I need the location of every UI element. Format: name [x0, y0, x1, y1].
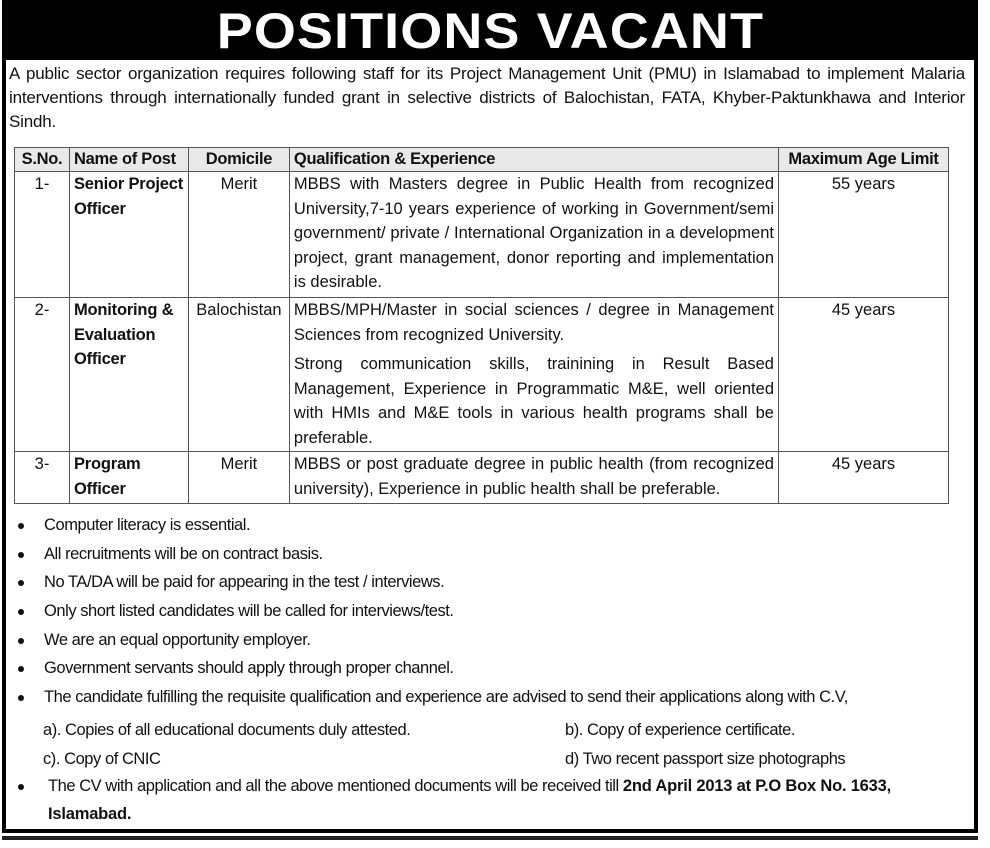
bullet-icon: [18, 666, 24, 672]
documents-row: [43, 745, 943, 774]
cell-sno: 3-: [15, 452, 70, 504]
deadline-date-address: 2nd April 2013 at P.O Box No. 1633,: [622, 777, 892, 795]
header-band: [6, 0, 974, 60]
cell-post: Program Officer: [69, 452, 188, 504]
cell-qualification: [289, 172, 778, 298]
list-item: [16, 654, 966, 683]
cell-age: 45 years: [779, 298, 949, 452]
column-header-domicile: Domicile: [188, 148, 289, 172]
column-header-post: Name of Post: [69, 148, 188, 172]
qualification-text: MBBS or post graduate degree in public health (from recognized university), Experience in public health shall be preferable.: [293, 455, 774, 498]
bullet-icon: [18, 609, 24, 615]
positions-table: [14, 147, 949, 504]
list-item: [16, 683, 966, 712]
column-header-sno: S.No.: [15, 148, 70, 172]
bullet-icon: [18, 784, 24, 790]
list-item: [16, 511, 966, 540]
deadline-line: [16, 800, 966, 828]
cell-post: Monitoring & Evaluation Officer: [69, 298, 188, 452]
page-title: POSITIONS VACANT: [216, 3, 764, 59]
cell-domicile: Merit: [188, 172, 289, 298]
note-text: Only short listed candidates will be called for interviews/test.: [44, 602, 454, 621]
document-item: b). Copy of experience certificate.: [565, 721, 796, 739]
cell-sno: 2-: [15, 298, 70, 452]
deadline-line: [16, 772, 966, 800]
cell-age: 45 years: [779, 452, 949, 504]
cell-post: Senior Project Officer: [69, 172, 188, 298]
list-item: [16, 597, 966, 626]
bullet-icon: [18, 552, 24, 558]
note-text: The candidate fulfilling the requisite qualification and experience are advised to send their applications along with C.V,: [44, 688, 848, 707]
table-row: [15, 298, 949, 452]
cell-age: 55 years: [779, 172, 949, 298]
qualification-text: Strong communication skills, trainining in Result Based Management, Experience in Programmatic M&E, well oriented with HMIs and M&E tools in various health programs shall be preferable.: [293, 355, 774, 447]
cell-qualification: [289, 452, 778, 504]
note-text: Computer literacy is essential.: [44, 516, 251, 534]
note-text: We are an equal opportunity employer.: [44, 630, 311, 649]
bullet-icon: [18, 638, 24, 644]
bullet-icon: [18, 695, 24, 701]
qualification-text: MBBS/MPH/Master in social sciences / degree in Management Sciences from recognized University.: [293, 301, 774, 344]
cell-domicile: Merit: [188, 452, 289, 504]
table-row: [15, 452, 949, 504]
deadline-prefix: The CV with application and all the above mentioned documents will be received till: [48, 777, 623, 795]
table-row: [15, 172, 949, 298]
note-text: No TA/DA will be paid for appearing in the test / interviews.: [44, 573, 445, 592]
cell-qualification: [289, 298, 778, 452]
cell-domicile: Balochistan: [188, 298, 289, 452]
list-item: [16, 540, 966, 569]
column-header-qualification: Qualification & Experience: [289, 148, 778, 172]
note-text: All recruitments will be on contract basis.: [44, 544, 323, 563]
document-item: c). Copy of CNIC: [43, 750, 161, 768]
list-item: [16, 626, 966, 655]
document-item: d) Two recent passport size photographs: [565, 750, 846, 768]
required-documents: [43, 716, 943, 774]
document-item: a). Copies of all educational documents duly attested.: [43, 721, 411, 739]
intro-paragraph: A public sector organization requires following staff for its Project Management Unit (PMU) in Islamabad to implement Malaria interventions through internationally funded grant in selective districts of Balochistan, FATA, Khyber-Paktunkhawa and Interior Sindh.: [9, 64, 965, 131]
deadline-city: Islamabad.: [48, 805, 132, 823]
bullet-icon: [18, 580, 24, 586]
table-header-row: [15, 148, 949, 172]
note-text: Government servants should apply through proper channel.: [44, 659, 454, 678]
notes-list: [16, 511, 966, 712]
list-item: [16, 568, 966, 597]
documents-row: [43, 716, 943, 745]
deadline-note: [16, 772, 966, 828]
cell-sno: 1-: [15, 172, 70, 298]
column-header-age: Maximum Age Limit: [779, 148, 949, 172]
qualification-text: MBBS with Masters degree in Public Health from recognized University,7-10 years experience of working in Government/semi government/ private / International Organization in a development project, grant management, donor reporting and implementation is desirable.: [293, 175, 774, 291]
bullet-icon: [18, 523, 24, 529]
